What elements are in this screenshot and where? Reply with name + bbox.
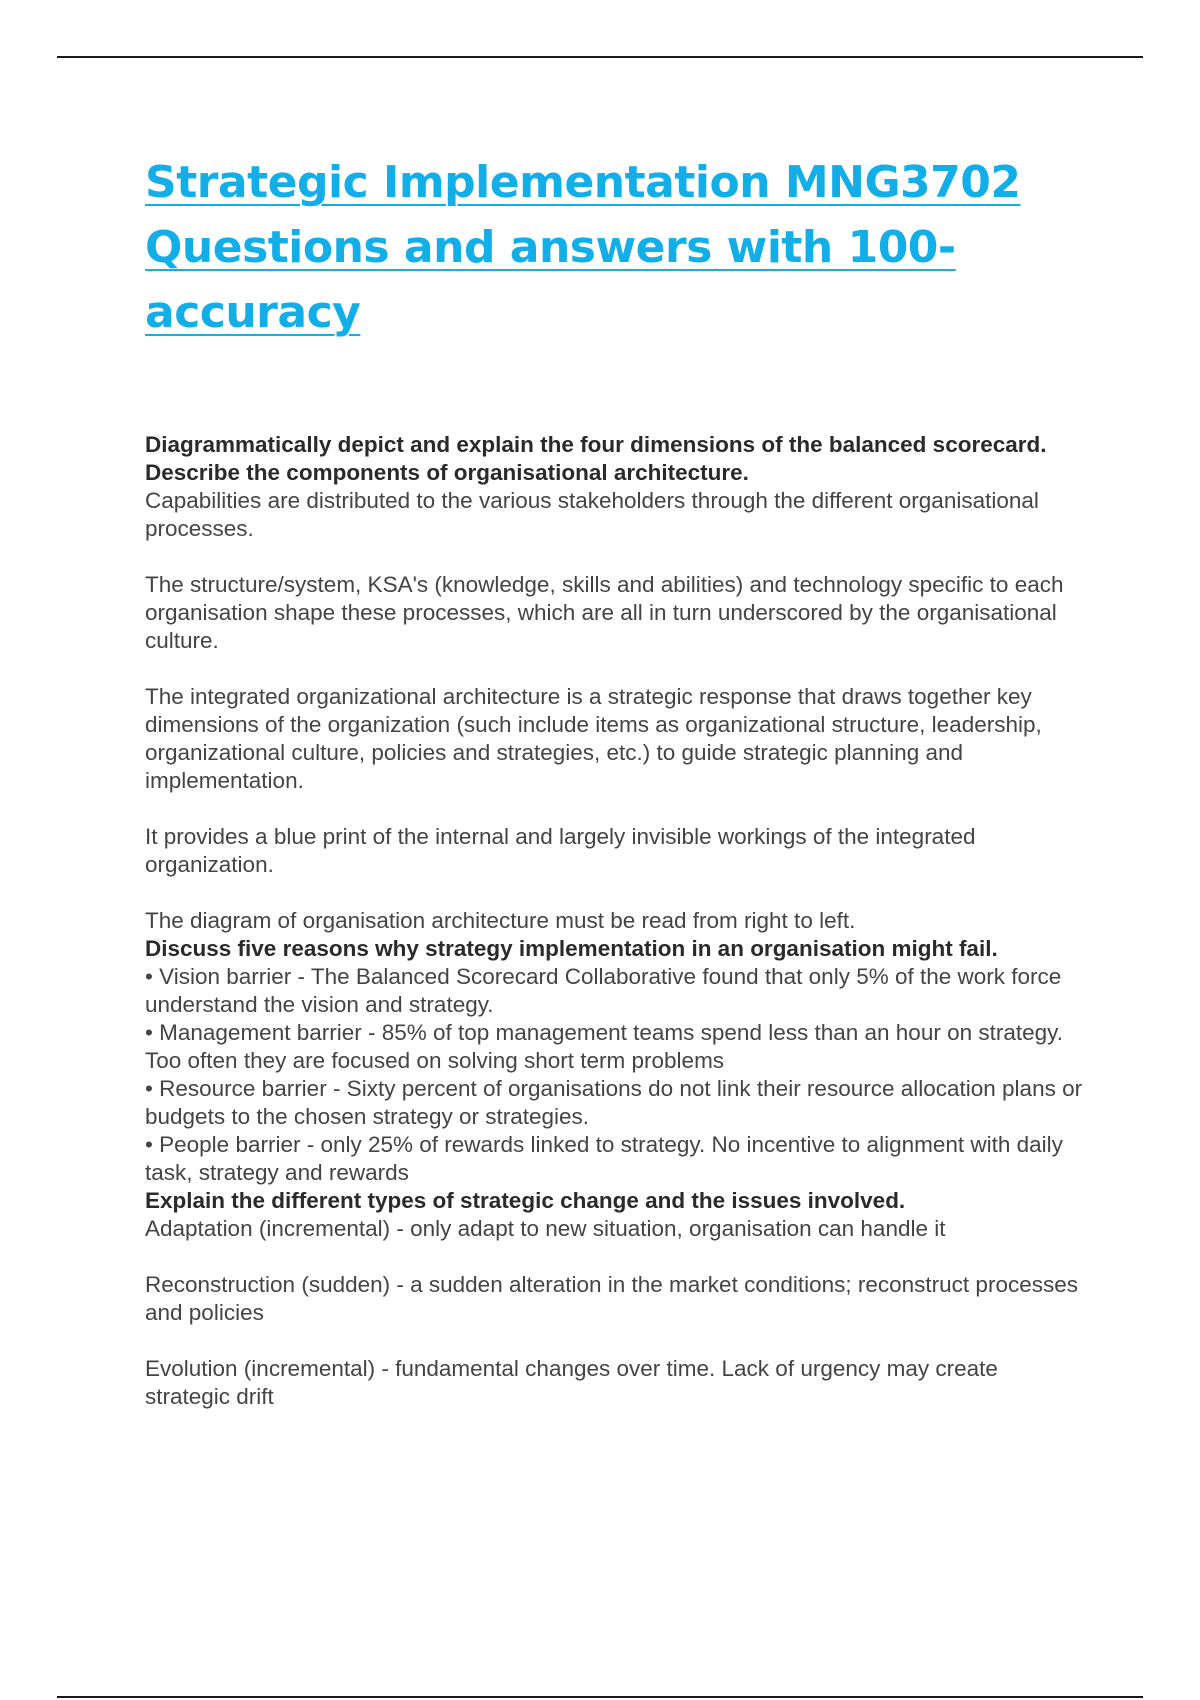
bottom-rule <box>57 1696 1143 1698</box>
answer-paragraph: Adaptation (incremental) - only adapt to new situation, organisation can handle it <box>145 1216 946 1241</box>
answer-paragraph: Reconstruction (sudden) - a sudden alteration in the market conditions; reconstruct processes and policies <box>145 1272 1078 1325</box>
bullet-item: • Resource barrier - Sixty percent of organisations do not link their resource allocation plans or budgets to the chosen strategy or strategies. <box>145 1076 1083 1129</box>
bullet-item: • Vision barrier - The Balanced Scorecard Collaborative found that only 5% of the work force understand the vision and strategy. <box>145 964 1062 1017</box>
answer-paragraph: The integrated organizational architecture is a strategic response that draws together key dimensions of the organization (such include items as organizational structure, leadership, organizational culture, policies and strategies, etc.) to guide strategic planning and implementation. <box>145 684 1042 793</box>
answer-paragraph: The structure/system, KSA's (knowledge, skills and abilities) and technology specific to each organisation shape these processes, which are all in turn underscored by the organisational culture. <box>145 572 1064 653</box>
document-body <box>145 431 1085 1411</box>
question-heading: Describe the components of organisational architecture. <box>145 460 749 485</box>
answer-paragraph: It provides a blue print of the internal and largely invisible workings of the integrated organization. <box>145 824 976 877</box>
answer-paragraph: Evolution (incremental) - fundamental changes over time. Lack of urgency may create strategic drift <box>145 1356 998 1409</box>
title-line-1: Strategic Implementation MNG3702 <box>145 157 1021 208</box>
question-heading: Explain the different types of strategic change and the issues involved. <box>145 1188 906 1213</box>
bullet-item: • People barrier - only 25% of rewards linked to strategy. No incentive to alignment with daily task, strategy and rewards <box>145 1132 1063 1185</box>
title-line-2: Questions and answers with 100- <box>145 222 956 273</box>
page-content <box>145 150 1085 1411</box>
document-title[interactable] <box>145 150 1085 345</box>
question-heading: Diagrammatically depict and explain the four dimensions of the balanced scorecard. <box>145 432 1047 457</box>
question-heading: Discuss five reasons why strategy implementation in an organisation might fail. <box>145 936 998 961</box>
title-line-3: accuracy <box>145 287 361 338</box>
top-rule <box>57 56 1143 58</box>
bullet-item: • Management barrier - 85% of top management teams spend less than an hour on strategy. Too often they are focused on solving short term problems <box>145 1020 1063 1073</box>
answer-paragraph: Capabilities are distributed to the various stakeholders through the different organisational processes. <box>145 488 1039 541</box>
answer-paragraph: The diagram of organisation architecture must be read from right to left. <box>145 908 856 933</box>
